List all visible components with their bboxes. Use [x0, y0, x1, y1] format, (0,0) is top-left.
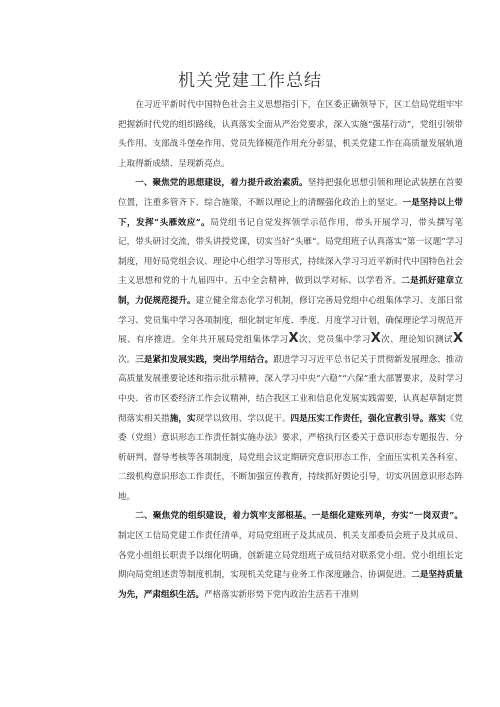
section-two-point-one-heading: 实“一岗双责”。	[399, 511, 463, 522]
placeholder-x-3: X	[452, 331, 463, 347]
point-two-heading: 二是抓好建章立制，力促规范提升。	[118, 276, 463, 306]
section-one-heading: 一、聚焦党的思想建设，着力提升政治素质。	[135, 178, 308, 189]
document-body	[118, 96, 463, 605]
placeholder-x-2: X	[370, 331, 381, 347]
point-two-text-a: 建立健全常态化学习机制，修订完善局党组中心组集体学习、支部日常学习、党员集中学习各项制度，细化制定年度、季度、月度学习计划，确保理论学习规范开展、有序推进。全年共开展局党组集体学习	[118, 295, 463, 346]
placeholder-x-1: X	[288, 331, 299, 347]
intro-paragraph	[118, 96, 463, 174]
page-title: 机关党建工作总结	[178, 71, 322, 91]
section-two-point-two-text: 严格落实新形势下党内政治生活若干准则	[203, 589, 359, 600]
point-four-heading: 四是压实工作责任，强化宣教引导。落实	[290, 413, 446, 424]
section-one-paragraph	[118, 174, 463, 507]
point-three-bold: 施，实	[169, 413, 196, 424]
point-four-text: 《党委（党组）意识形态工作责任制实施办法》要求，严格执行区委关于意识形态专题报告、分析研判、督导考核等各项制度，局党组会议定期研究意识形态工作，全面压实机关各科室、二级机构意识形态工作责任，不断加强宣传教育，持续抓好舆论引导，切实巩固意识形态阵地。	[118, 413, 463, 502]
intro-text: 在习近平新时代中国特色社会主义思想指引下，在区委正确领导下，区工信局党组牢牢把握新时代党的组织路线，认真落实全面从严治党要求，深入实施“强基行动”，党组引领带头作用、支部战斗堡垒作用、党员先锋模范作用充分彰显，机关党建工作在高质量发展轨道上取得新成绩、呈现新亮点。	[118, 100, 463, 169]
point-two-text-d: 次。	[118, 354, 136, 365]
point-one-text: 局党组书记自觉发挥领学示范作用，带头开展学习，带头撰写笔记，带头研讨交流，带头讲授党课，切实当好“头雁”。局党组班子认真落实“第一议题”学习制度，用好局党组会议、理论中心组学习等形式，持续深入学习习近平新时代中国特色社会主义思想和党的十九届四中、五中全会精神，做到以学对标、以学看齐。	[118, 217, 463, 287]
section-two-point-one-text: 制定区工信局党建工作责任清单，对局党组班子及其成员、机关支部委员会班子及其成员、各党小组组长职责予以细化明确，创新建立局党组班子成员结对联系党小组、党小组组长定期向局党组述责等制度机制，实现机关党建与业务工作深度融合、协调促进。	[118, 531, 463, 581]
point-two-text-b: 次、党员集中学习	[298, 335, 371, 346]
section-two-heading: 二、聚焦党的组织建设，着力筑牢支部根基。一是细化建账列单，夯	[135, 511, 400, 522]
section-one-text: 坚持把强化思想引领和理论武装摆在首要位置，注重多管齐下、综合施策，不断以理论上的清醒强化政治上的坚定。	[118, 178, 463, 208]
point-one-heading: 一是坚持以上带下，发挥“头雁效应”。	[118, 197, 463, 228]
point-three-text-c: 现学以致用、学以促干。	[195, 413, 291, 424]
point-three-heading: 三是紧扣发展实践，突出学用结合。	[135, 354, 274, 365]
point-three-text-a: 跟进学习习近平总书记关于贯彻新发展理念、推动高质量发展重要论述和指示批示精神，深入学习中央“六稳”“六保”重大部署要求，及时学习中央、省市区委经济工作会议精神，结合我区工业和信息化发展实践需要，认真起草制定贯彻落实相关措	[118, 354, 463, 424]
section-two-paragraph	[118, 507, 463, 605]
point-two-text-c: 次、理论知识测试	[380, 335, 453, 346]
section-two-point-two-heading: 二是坚持质量为先，严肃组织生活。	[118, 570, 463, 600]
